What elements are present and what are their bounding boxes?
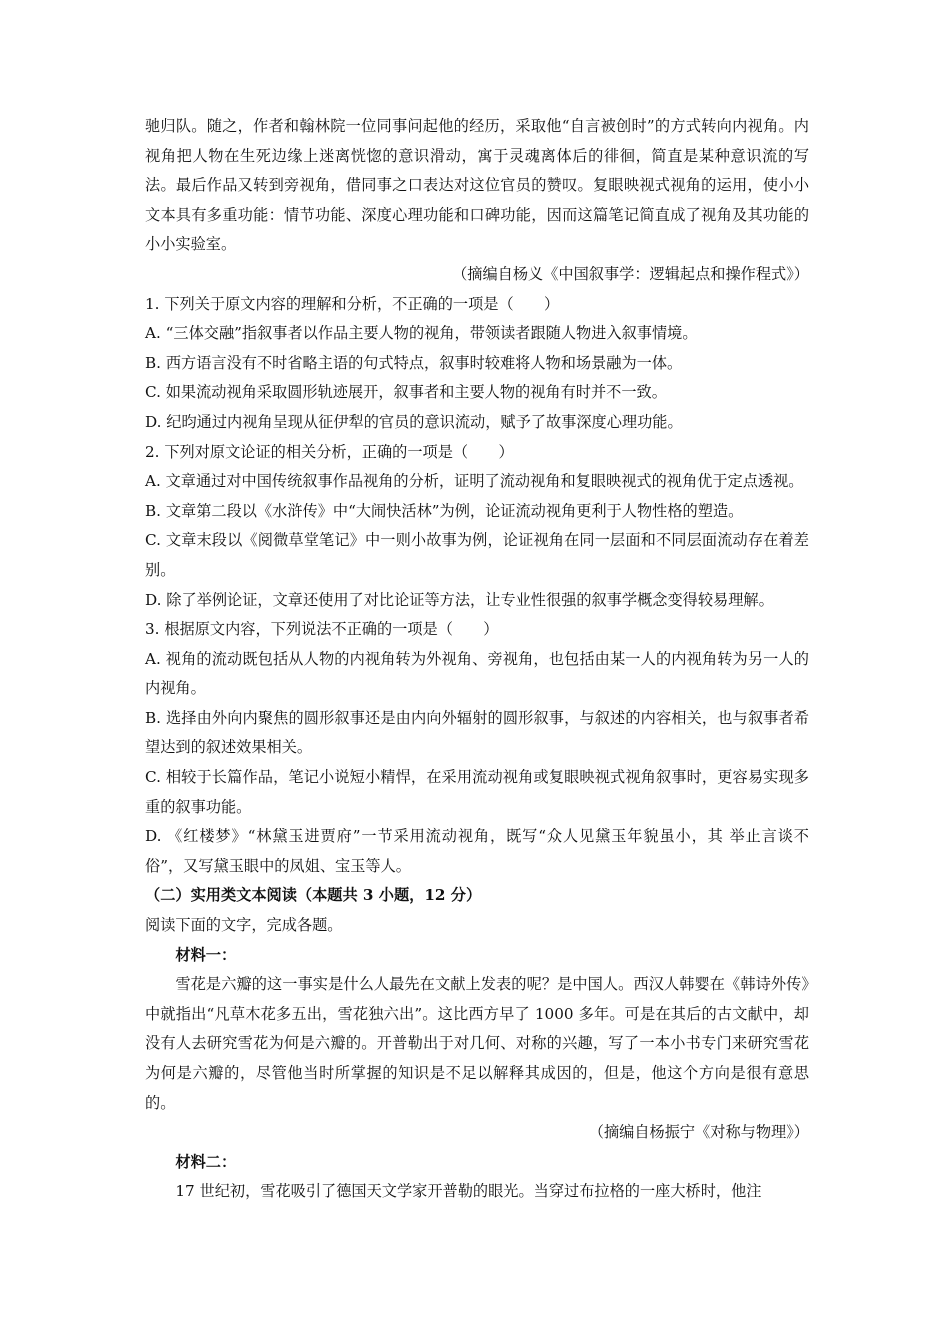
option-a: A. “三体交融”指叙事者以作品主要人物的视角，带领读者跟随人物进入叙事情境。 (145, 324, 698, 343)
option-c: C. 文章末段以《阅微草堂笔记》中一则小故事为例，论证视角在同一层面和不同层面流动存在着差别。 (145, 531, 809, 579)
question-2 (145, 438, 809, 616)
passage-source: （摘编自杨义《中国叙事学：逻辑起点和操作程式》） (452, 264, 809, 283)
option-b: B. 西方语言没有不时省略主语的句式特点，叙事时较难将人物和场景融为一体。 (145, 353, 683, 372)
option-a: A. 视角的流动既包括从人物的内视角转为外视角、旁视角，也包括由某一人的内视角转为另一人的内视角。 (145, 649, 809, 698)
material-2 (145, 1148, 809, 1207)
question-stem: 2. 下列对原文论证的相关分析，正确的一项是（ ） (145, 442, 514, 461)
passage-paragraph: 驰归队。随之，作者和翰林院一位同事问起他的经历，采取他“自言被创时”的方式转向内视角。内视角把人物在生死边缘上迷离恍惚的意识滑动，寓于灵魂离体后的徘徊，简直是某种意识流的写法。最后作品又转到旁视角，借同事之口表达对这位官员的赞叹。复眼映视式视角的运用，使小小文本具有多重功能：情节功能、深度心理功能和口碑功能，因而这篇笔记简直成了视角及其功能的小小实验室。 (145, 117, 809, 254)
material-body: 雪花是六瓣的这一事实是什么人最先在文献上发表的呢？是中国人。西汉人韩婴在《韩诗外传》中就指出“凡草木花多五出，雪花独六出”。这比西方早了 1000 多年。可是在其后的古文献中，却没有人去研究雪花为何是六瓣的。开普勒出于对几何、对称的兴趣，写了一本小书专门来研究雪花为何是六瓣的，尽管他当时所掌握的知识是不足以解释其成因的，但是，他这个方向是很有意思的。 (145, 975, 809, 1112)
option-b: B. 文章第二段以《水浒传》中“大闹快活林”为例，论证流动视角更利于人物性格的塑造。 (145, 501, 744, 520)
option-c: C. 如果流动视角采取圆形轨迹展开，叙事者和主要人物的视角有时并不一致。 (145, 383, 667, 402)
option-a: A. 文章通过对中国传统叙事作品视角的分析，证明了流动视角和复眼映视式的视角优于定点透视。 (145, 472, 804, 491)
material-source: （摘编自杨振宁《对称与物理》） (588, 1123, 809, 1142)
material-heading: 材料一： (175, 945, 237, 964)
material-heading: 材料二： (175, 1152, 237, 1171)
option-c: C. 相较于长篇作品，笔记小说短小精悍，在采用流动视角或复眼映视式视角叙事时，更容易实现多重的叙事功能。 (145, 768, 809, 816)
material-body: 17 世纪初，雪花吸引了德国天文学家开普勒的眼光。当穿过布拉格的一座大桥时，他注 (175, 1182, 762, 1201)
option-b: B. 选择由外向内聚焦的圆形叙事还是由内向外辐射的圆形叙事，与叙述的内容相关，也与叙事者希望达到的叙述效果相关。 (145, 708, 809, 757)
question-3 (145, 615, 809, 881)
option-d: D. 除了举例论证，文章还使用了对比论证等方法，让专业性很强的叙事学概念变得较易理解。 (145, 590, 774, 609)
document-page (145, 112, 809, 1207)
question-1 (145, 290, 809, 438)
option-d: D. 《红楼梦》“林黛玉进贾府”一节采用流动视角，既写“众人见黛玉年貌虽小，其 举止言谈不俗”，又写黛玉眼中的凤姐、宝玉等人。 (145, 827, 809, 875)
question-stem: 1. 下列关于原文内容的理解和分析，不正确的一项是（ ） (145, 294, 560, 313)
option-d: D. 纪昀通过内视角呈现从征伊犁的官员的意识流动，赋予了故事深度心理功能。 (145, 412, 683, 431)
instruction-text: 阅读下面的文字，完成各题。 (145, 916, 343, 935)
question-stem: 3. 根据原文内容，下列说法不正确的一项是（ ） (145, 620, 499, 639)
section-heading: （二）实用类文本阅读（本题共 3 小题，12 分） (145, 886, 482, 905)
material-1 (145, 941, 809, 1148)
